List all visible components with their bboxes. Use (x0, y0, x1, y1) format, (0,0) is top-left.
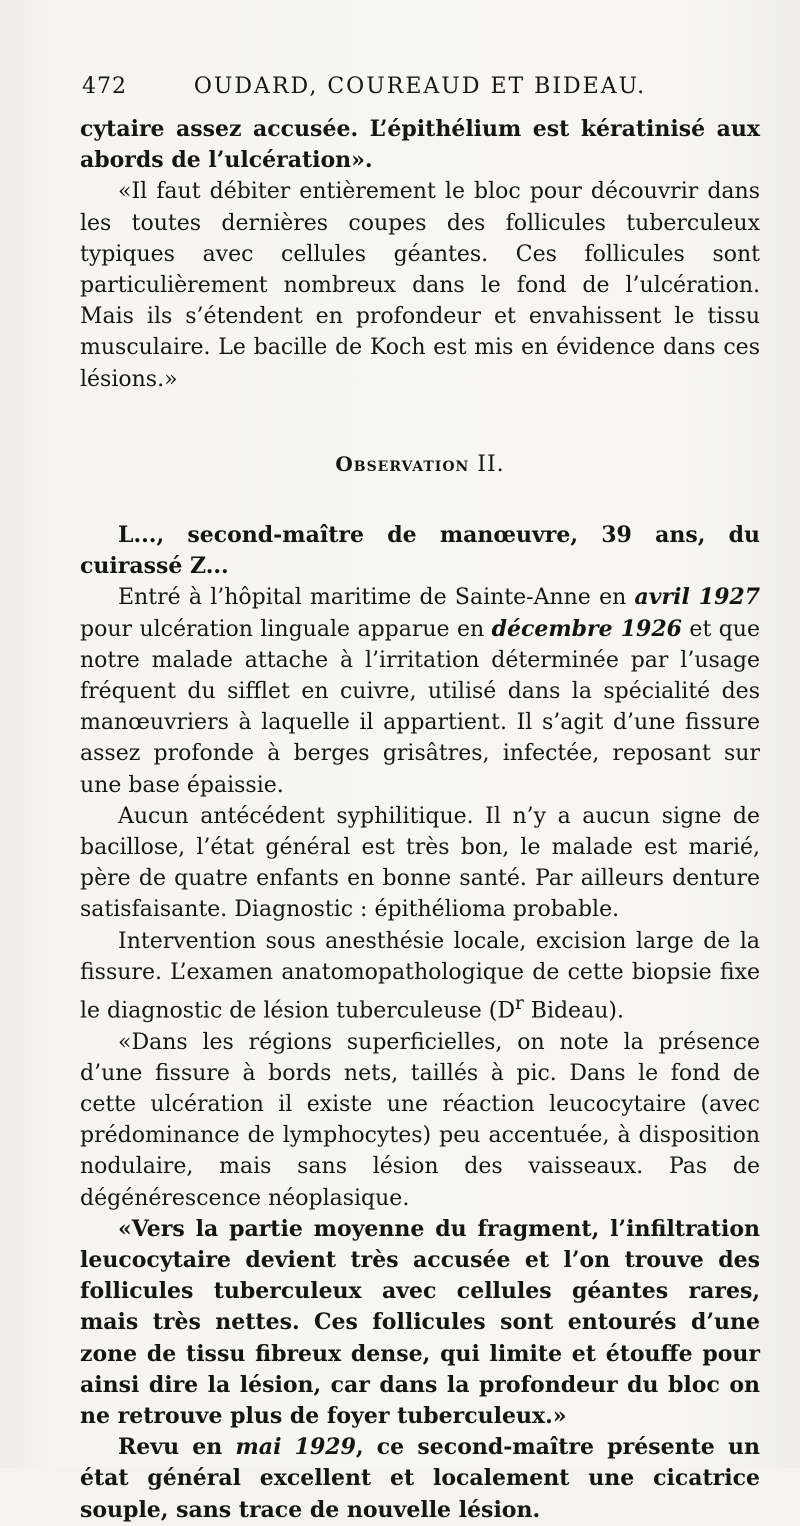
followup-date: mai 1929 (235, 1434, 356, 1461)
patient-intro: L..., second-maître de manœuvre, 39 ans, du cuirassé Z... (80, 522, 760, 580)
followup-text-a: Revu en (118, 1434, 236, 1461)
paragraph-admission (80, 582, 760, 800)
section-gap (80, 395, 760, 449)
observation-number: II. (477, 451, 505, 477)
admission-text-b: pour ulcération linguale apparue en (80, 616, 492, 642)
paragraph-intervention (80, 926, 760, 1027)
admission-date-2: décembre 1926 (491, 615, 682, 642)
followup-text-b: , ce second-maître présente un état général excellent et localement une cicatrice souple, sans trace de nouvelle lésion. (80, 1434, 760, 1523)
observation-heading (80, 449, 760, 480)
paragraph-quote-1: «Il faut débiter entièrement le bloc pour découvrir dans les toutes dernières coupes des follicules tuberculeux typiques avec cellules géantes. Ces follicules sont particulièrement nombreux dans le fond de l’ulcération. Mais ils s’étendent en profondeur et envahissent le tissu musculaire. Le bacille de Koch est mis en évidence dans ces lésions.» (80, 179, 760, 392)
admission-date-1: avril 1927 (634, 584, 761, 611)
intervention-text-b: Bideau). (523, 998, 624, 1024)
admission-text-c: et que notre malade attache à l’irritation déterminée par l’usage fréquent du sifflet en cuivre, utilisé dans la spécialité des manœuvriers à laquelle il appartient. Il s’agit d’une fissure assez profonde à berges grisâtres, infectée, reposant sur une base épaissie. (80, 616, 760, 798)
paragraph-continuation: cytaire assez accusée. L’épithélium est kératinisé aux abords de l’ulcération». (80, 116, 760, 174)
observation-label: Observation (335, 451, 470, 476)
admission-text-a: Entré à l’hôpital maritime de Sainte-Anne en (118, 585, 635, 611)
page-header (80, 74, 760, 108)
text-body (80, 114, 760, 1526)
paragraph-quote-3: «Vers la partie moyenne du fragment, l’infiltration leucocytaire devient très accusée et l’on trouve des follicules tuberculeux avec cellules géantes rares, mais très nettes. Ces follicules sont entourés d’une zone de tissu fibreux dense, qui limite et étouffe pour ainsi dire la lésion, car dans la profondeur du bloc on ne retrouve plus de foyer tuberculeux.» (80, 1215, 760, 1430)
paragraph-history: Aucun antécédent syphilitique. Il n’y a aucun signe de bacillose, l’état général est très bon, le malade est marié, père de quatre enfants en bonne santé. Par ailleurs denture satisfaisante. Diagnostic : épithélioma probable. (80, 803, 760, 923)
paragraph-followup (80, 1432, 760, 1526)
doctor-superscript: r (515, 993, 524, 1015)
paragraph-quote-2: «Dans les régions superficielles, on note la présence d’une fissure à bords nets, taillés à pic. Dans le fond de cette ulcération il existe une réaction leucocytaire (avec prédominance de lymphocytes) peu accentuée, à disposition nodulaire, mais sans lésion des vaisseaux. Pas de dégénérescence néoplasique. (80, 1029, 760, 1211)
intervention-text-a: Intervention sous anesthésie locale, excision large de la fissure. L’examen anatomopathologique de cette biopsie fixe le diagnostic de lésion tuberculeuse (D (80, 928, 760, 1024)
page-number: 472 (82, 74, 127, 99)
running-title: OUDARD, COUREAUD ET BIDEAU. (193, 74, 647, 99)
